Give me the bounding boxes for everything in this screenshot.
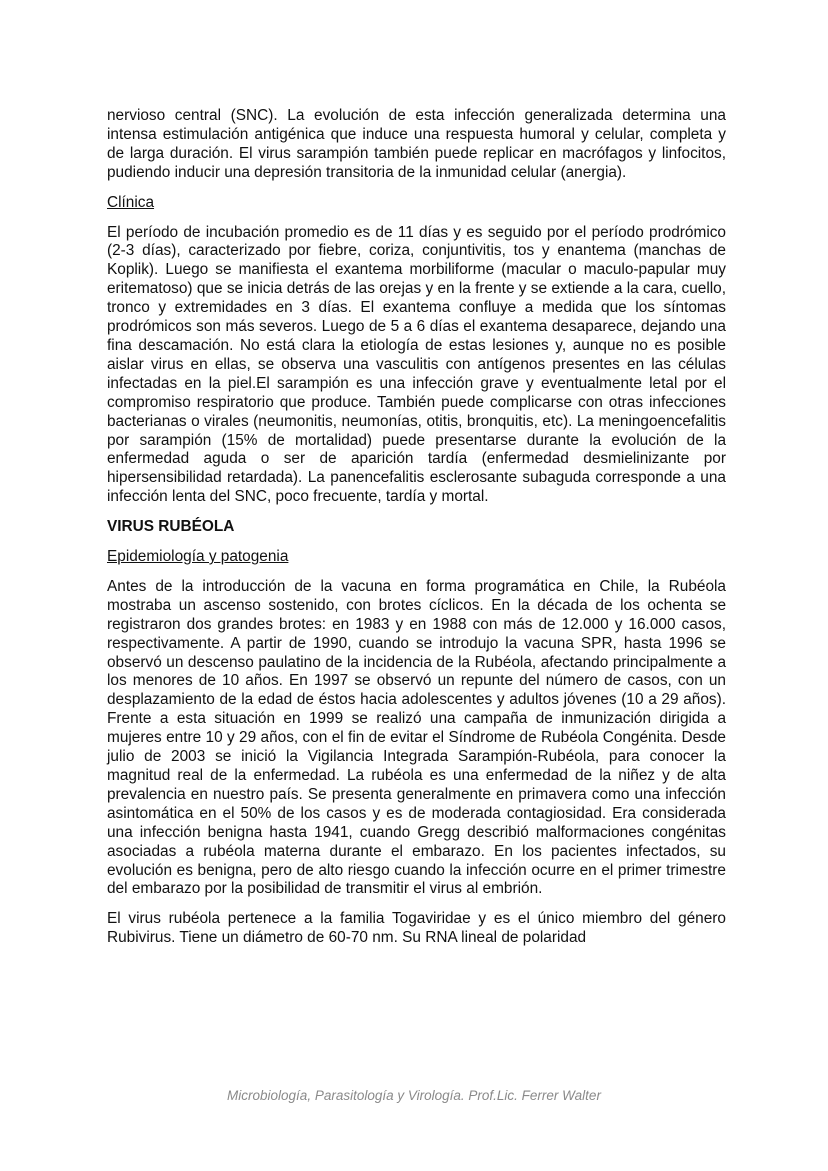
paragraph-epidemiologia: Antes de la introducción de la vacuna en forma programática en Chile, la Rubéola mostraba un ascenso sostenido, con brotes cíclicos. En la década de los ochenta se registraron dos grandes brotes: en 1983 y en 1988 con más de 12.000 y 16.000 casos, respectivamente. A partir de 1990, cuando se introdujo la vacuna SPR, hasta 1996 se observó un descenso paulatino de la incidencia de la Rubéola, afectando principalmente a los menores de 10 años. En 1997 se observó un repunte del número de casos, con un desplazamiento de la edad de éstos hacia adolescentes y adultos jóvenes (10 a 29 años). Frente a esta situación en 1999 se realizó una campaña de inmunización dirigida a mujeres entre 10 y 29 años, con el fin de evitar el Síndrome de Rubéola Congénita. Desde julio de 2003 se inició la Vigilancia Integrada Sarampión-Rubéola, para conocer la magnitud real de la enfermedad. La rubéola es una enfermedad de la niñez y de alta prevalencia en nuestro país. Se presenta generalmente en primavera como una infección asintomática en el 50% de los casos y es de moderada contagiosidad. Era considerada una infección benigna hasta 1941, cuando Gregg describió malformaciones congénitas asociadas a rubéola materna durante el embarazo. En los pacientes infectados, su evolución es benigna, pero de alto riesgo cuando la infección ocurre en el primer trimestre del embarazo por la posibilidad de transmitir el virus al embrión. <box>107 577 726 898</box>
document-body <box>107 107 726 959</box>
paragraph-virus-description: El virus rubéola pertenece a la familia Togaviridae y es el único miembro del género Rubivirus. Tiene un diámetro de 60-70 nm. Su RNA lineal de polaridad <box>107 910 726 947</box>
heading-clinica: Clínica <box>107 193 155 211</box>
heading-virus-rubeola: VIRUS RUBÉOLA <box>107 518 235 536</box>
heading-epidemiologia: Epidemiología y patogenia <box>107 548 289 566</box>
paragraph-intro: nervioso central (SNC). La evolución de esta infección generalizada determina una intensa estimulación antigénica que induce una respuesta humoral y celular, completa y de larga duración. El virus sarampión también puede replicar en macrófagos y linfocitos, pudiendo inducir una depresión transitoria de la inmunidad celular (anergia). <box>107 107 726 181</box>
page-footer: Microbiología, Parasitología y Virología. Prof.Lic. Ferrer Walter <box>227 1088 601 1103</box>
paragraph-clinica: El período de incubación promedio es de 11 días y es seguido por el período prodrómico (2-3 días), caracterizado por fiebre, coriza, conjuntivitis, tos y enantema (manchas de Koplik). Luego se manifiesta el exantema morbiliforme (macular o maculo-papular muy eritematoso) que se inicia detrás de las orejas y en la frente y se extiende a la cara, cuello, tronco y extremidades en 3 días. El exantema confluye a medida que los síntomas prodrómicos son más severos. Luego de 5 a 6 días el exantema desaparece, dejando una fina descamación. No está clara la etiología de estas lesiones y, aunque no es posible aislar virus en ellas, se observa una vasculitis con antígenos presentes en las células infectadas en la piel.El sarampión es una infección grave y eventualmente letal por el compromiso respiratorio que produce. También puede complicarse con otras infecciones bacterianas o virales (neumonitis, neumonías, otitis, bronquitis, etc). La meningoencefalitis por sarampión (15% de mortalidad) puede presentarse durante la evolución de la enfermedad aguda o ser de aparición tardía (enfermedad desmielinizante por hipersensibilidad retardada). La panencefalitis esclerosante subaguda corresponde a una infección lenta del SNC, poco frecuente, tardía y mortal. <box>107 223 726 506</box>
